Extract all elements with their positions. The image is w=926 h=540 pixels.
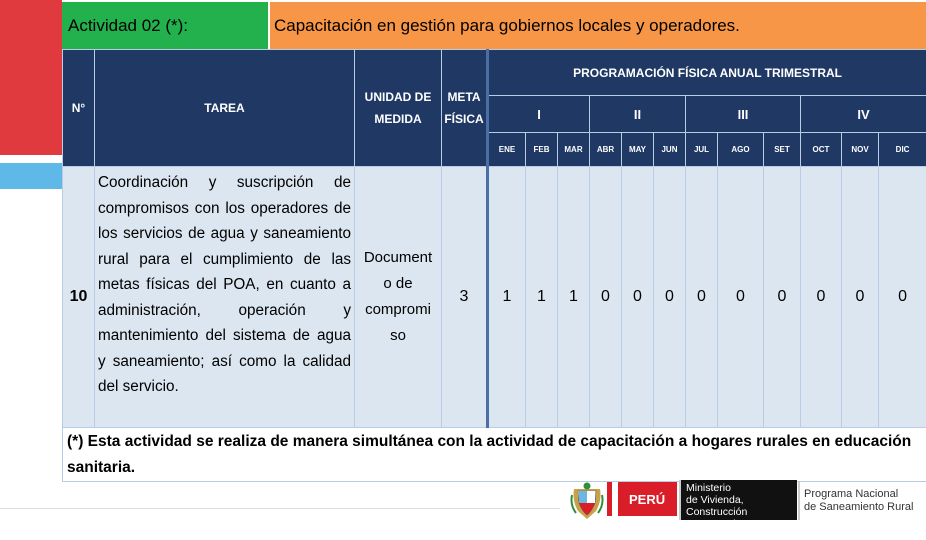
peru-label: PERÚ [629, 491, 666, 507]
header-unit-line2: MEDIDA [374, 112, 422, 126]
activity-header [62, 2, 926, 49]
peru-flag-icon [607, 482, 623, 516]
header-number: N° [63, 50, 95, 167]
header-unit [355, 50, 442, 167]
header-programming: PROGRAMACIÓN FÍSICA ANUAL TRIMESTRAL [488, 50, 926, 96]
row-month-value: 1 [488, 167, 526, 428]
row-month-value: 0 [654, 167, 686, 428]
table-row [63, 167, 926, 428]
ministry-logo [679, 480, 797, 530]
row-unit-line: compromi [365, 301, 431, 318]
decorative-blue-tab [0, 163, 66, 189]
header-quarter-2: II [590, 96, 686, 133]
header-month: DIC [879, 133, 926, 167]
header-month: JUL [686, 133, 718, 167]
header-month: MAR [558, 133, 590, 167]
row-month-value: 1 [558, 167, 590, 428]
coat-of-arms-icon [570, 481, 604, 521]
program-line: Programa Nacional [804, 488, 899, 500]
activity-title: Capacitación en gestión para gobiernos locales y operadores. [270, 2, 926, 49]
row-month-value: 0 [718, 167, 764, 428]
header-month: AGO [718, 133, 764, 167]
header-month: ABR [590, 133, 622, 167]
row-task: Coordinación y suscripción de compromisos con los operadores de los servicios de agua y saneamiento rural para el cumplimiento de las metas físicas del POA, en cuanto a administración, operación y mantenimiento del sistema de agua y saneamiento; así como la calidad del servicio. [95, 167, 355, 428]
ministry-line: Ministerio [686, 482, 731, 494]
row-number: 10 [63, 167, 95, 428]
row-unit-line: Document [363, 249, 433, 266]
header-month: JUN [654, 133, 686, 167]
row-unit-line: so [390, 327, 406, 344]
row-month-value: 0 [801, 167, 842, 428]
header-month: SET [764, 133, 801, 167]
peru-logo [607, 482, 677, 516]
header-quarter-4: IV [801, 96, 926, 133]
row-month-value: 0 [879, 167, 926, 428]
row-month-value: 0 [764, 167, 801, 428]
header-goal-line2: FÍSICA [444, 112, 484, 126]
programming-table [62, 49, 926, 482]
program-line: de Saneamiento Rural [804, 501, 914, 513]
header-month: FEB [526, 133, 558, 167]
ministry-line: de Vivienda, Construcción [686, 494, 748, 518]
row-month-value: 0 [590, 167, 622, 428]
footer-divider [0, 508, 560, 509]
row-month-value: 0 [622, 167, 654, 428]
activity-note: (*) Esta actividad se realiza de manera simultánea con la actividad de capacitación a hogares rurales en educación sanitaria. [63, 428, 926, 482]
row-month-value: 0 [686, 167, 718, 428]
header-goal [442, 50, 488, 167]
row-unit [355, 167, 442, 428]
footer-logos [566, 480, 926, 540]
header-month: NOV [842, 133, 879, 167]
ministry-line: y Saneamiento [686, 518, 757, 530]
row-unit-line: o de [383, 275, 413, 292]
header-quarter-1: I [488, 96, 590, 133]
row-month-value: 0 [842, 167, 879, 428]
program-logo [798, 482, 926, 520]
header-month: MAY [622, 133, 654, 167]
decorative-red-bar [0, 0, 62, 155]
header-unit-line1: UNIDAD DE [364, 90, 432, 104]
row-goal: 3 [442, 167, 488, 428]
header-task: TAREA [95, 50, 355, 167]
header-month: ENE [488, 133, 526, 167]
header-goal-line1: META [447, 90, 481, 104]
activity-label: Actividad 02 (*): [62, 2, 270, 49]
row-month-value: 1 [526, 167, 558, 428]
header-quarter-3: III [686, 96, 801, 133]
header-month: OCT [801, 133, 842, 167]
